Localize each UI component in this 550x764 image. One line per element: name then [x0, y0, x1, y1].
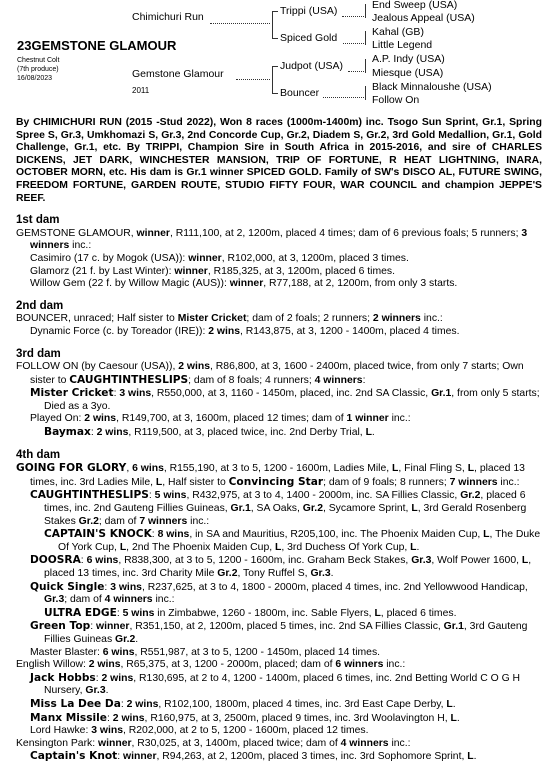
dam4-grandprogeny: ULTRA EDGE: 5 wins in Zimbabwe, 1260 - 1800m, inc. Sable Flyers, L, placed 6 times. [44, 606, 457, 619]
sire-dam: Spiced Gold [280, 32, 338, 44]
dam-name: Gemstone Glamour [132, 68, 224, 80]
dam4-progeny: Kensington Park: winner, R30,025, at 3, 1400m, placed twice; dam of 4 winners inc.: [16, 737, 411, 749]
sire-name: Chimichuri Run [132, 11, 204, 23]
connector-line [272, 66, 278, 67]
sire-dam-dam: Little Legend [372, 39, 433, 51]
connector-line [342, 16, 364, 17]
connector-line [365, 86, 366, 100]
dam-sire: Judpot (USA) [280, 60, 344, 72]
dam1-progeny: Casimiro (17 c. by Mogok (USA)): winner, R102,000, at 3, 1200m, placed 3 times. [30, 252, 409, 264]
fourth-dam-heading: 4th dam [16, 448, 61, 461]
sire-paragraph: By CHIMICHURI RUN (2015 -Stud 2022), Won 8 races (1000m-1400m) inc. Tsogo Sun Sprint, Gr.1, Spring Spree S, Gr.3, Umkhomazi S, Gr.3, 2nd Concorde Cup, Gr.2, Diadem S, Gr.2, 3rd Gold Medallion, Gr.1, Gold Challenge, Gr.1, etc. By TRIPPI, Champion Sire in South Africa in 2015-2016, and sire of CHARLES DICKENS, JET DARK, WINCHESTER MANSION, TRIP OF FORTUNE, R HEAT LIGHTNING, INARA, OCTOBER MORN, etc. His dam is Gr.1 winner SPICED GOLD. Family of SW's DISCO AL, FUTURE SWING, FREEDOM FORTUNE, GARDEN ROUTE, STUDIO FIFTY FOUR, WAR COUNCIL and champion JEPPE'S REEF. [16, 117, 542, 204]
foaling-date: 16/08/2023 [17, 75, 53, 82]
dam4-grandprogeny: Miss La Dee Da: 2 wins, R102,100, 1800m, placed 4 times, inc. 3rd East Cape Derby, L. [30, 697, 456, 710]
sire-sire-sire: End Sweep (USA) [372, 0, 458, 11]
dam4-grandprogeny: Captain's Knot: winner, R94,263, at 2, 1200m, placed 3 times, inc. 3rd Sophomore Sprint, L. [30, 750, 477, 763]
dam-dam-sire: Black Minnaloushe (USA) [372, 81, 492, 93]
connector-line [236, 79, 270, 80]
dam2-progeny: Dynamic Force (c. by Toreador (IRE)): 2 wins, R143,875, at 3, 1200 - 1400m, placed 4 times. [30, 325, 460, 337]
dam3-entry: FOLLOW ON (by Caesour (USA)), 2 wins, R86,800, at 3, 1600 - 2400m, placed twice, from only 7 starts; Own sister to CAUGHTINTHESLIPS; dam of 8 foals; 4 runners; 4 winners: [16, 361, 524, 386]
dam4-entry: GOING FOR GLORY, 6 wins, R155,190, at 3 to 5, 1200 - 1600m, Ladies Mile, L, Final Fling S, L, placed 13 times, inc. 3rd Ladies Mile, L, Half sister to Convincing Star; dam of 9 foals; 8 runners; 7 winners inc.: [16, 462, 525, 488]
dam-dam-dam: Follow On [372, 94, 420, 106]
dam4-grandprogeny: Jack Hobbs: 2 wins, R130,695, at 2 to 4, 1200 - 1400m, placed 6 times, inc. 2nd Betting World C O G H Nursery, Gr.3. [30, 671, 521, 697]
dam-dam: Bouncer [280, 87, 320, 99]
connector-line [272, 38, 278, 39]
dam2-entry: BOUNCER, unraced; Half sister to Mister Cricket; dam of 2 foals; 2 runners; 2 winners inc.: [16, 313, 443, 325]
dam4-progeny: CAUGHTINTHESLIPS: 5 wins, R432,975, at 3 to 4, 1400 - 2000m, inc. SA Fillies Classic, Gr.2, placed 6 times, inc. 2nd Gauteng Fillies Guineas, Gr.1, SA Oaks, Gr.2, Sycamore Sprint, L, 3rd Gerald Rosenberg Stakes Gr.2; dam of 7 winners inc.: [30, 489, 527, 527]
first-dam-heading: 1st dam [16, 214, 60, 227]
dam4-grandprogeny: CAPTAIN'S KNOCK: 8 wins, in SA and Mauritius, R205,100, inc. The Phoenix Maiden Cup, L, The Duke Of York Cup, L, 2nd The Phoenix Maiden Cup, L, 3rd Duchess Of York Cup, L. [44, 528, 541, 553]
connector-line [365, 31, 366, 45]
connector-line [323, 97, 364, 98]
connector-line [210, 23, 270, 24]
dam-sire-dam: Miesque (USA) [372, 67, 444, 79]
connector-line [272, 93, 278, 94]
connector-line [365, 4, 366, 18]
catalogue-text [16, 117, 542, 764]
produce-number: (7th produce) [17, 66, 59, 73]
second-dam-heading: 2nd dam [16, 299, 64, 312]
dam3-progeny: Played On: 2 wins, R149,700, at 3, 1600m, placed 12 times; dam of 1 winner inc.: [30, 413, 411, 425]
sire-dam-sire: Kahal (GB) [372, 26, 424, 38]
connector-line [365, 59, 366, 73]
horse-description: Chestnut Colt [17, 57, 60, 64]
dam1-progeny: Willow Gem (22 f. by Willow Magic (AUS)): winner, R77,188, at 2, 1200m, from only 3 starts. [30, 278, 458, 290]
dam4-progeny: DOOSRA: 6 wins, R838,300, at 3 to 5, 1200 - 1600m, inc. Graham Beck Stakes, Gr.3, Wolf Power 1600, L, placed 13 times, inc. 3rd Charity Mile Gr.2, Tony Ruffel S, Gr.3. [30, 554, 532, 579]
dam4-progeny: Quick Single: 3 wins, R237,625, at 3 to 4, 1800 - 2000m, placed 4 times, inc. 2nd Yellowwood Handicap, Gr.3; dam of 4 winners inc.: [30, 580, 528, 606]
dam3-grandprogeny: Baymax: 2 wins, R119,500, at 3, placed twice, inc. 2nd Derby Trial, L. [44, 426, 375, 439]
connector-line [348, 71, 364, 72]
connector-line [272, 11, 273, 38]
dam4-grandprogeny: Lord Hawke: 3 wins, R202,000, at 2 to 5, 1200 - 1600m, placed 12 times. [30, 725, 369, 737]
sire-sire: Trippi (USA) [280, 5, 338, 17]
sire-sire-dam: Jealous Appeal (USA) [372, 12, 475, 24]
dam1-entry: GEMSTONE GLAMOUR, winner, R111,100, at 2, 1200m, placed 4 times; dam of 6 previous foals; 5 runners; 3 winners inc.: [16, 227, 528, 252]
dam-sire-sire: A.P. Indy (USA) [372, 53, 445, 65]
connector-line [272, 66, 273, 93]
dam4-progeny: Green Top: winner, R351,150, at 2, 1200m, placed 5 times, inc. 2nd SA Fillies Classic, Gr.1, 3rd Gauteng Fillies Guineas Gr.2. [30, 620, 528, 645]
horse-title: 23GEMSTONE GLAMOUR [17, 38, 177, 53]
dam4-progeny: English Willow: 2 wins, R65,375, at 3, 1200 - 2000m, placed; dam of 6 winners inc.: [16, 659, 406, 671]
third-dam-heading: 3rd dam [16, 347, 61, 360]
connector-line [343, 43, 364, 44]
dam1-progeny: Glamorz (21 f. by Last Winter): winner, R185,325, at 3, 1200m, placed 6 times. [30, 265, 396, 277]
dam4-progeny: Master Blaster: 6 wins, R551,987, at 3 to 5, 1200 - 1450m, placed 14 times. [30, 646, 381, 658]
dam3-progeny: Mister Cricket: 3 wins, R550,000, at 3, 1160 - 1450m, placed, inc. 2nd SA Classic, Gr.1, from only 5 starts; Died as a 3yo. [30, 387, 540, 412]
dam4-grandprogeny: Manx Missile: 2 wins, R160,975, at 3, 2500m, placed 9 times, inc. 3rd Woolavington H, L. [30, 711, 460, 724]
dam-year: 2011 [132, 86, 150, 95]
connector-line [272, 11, 278, 12]
